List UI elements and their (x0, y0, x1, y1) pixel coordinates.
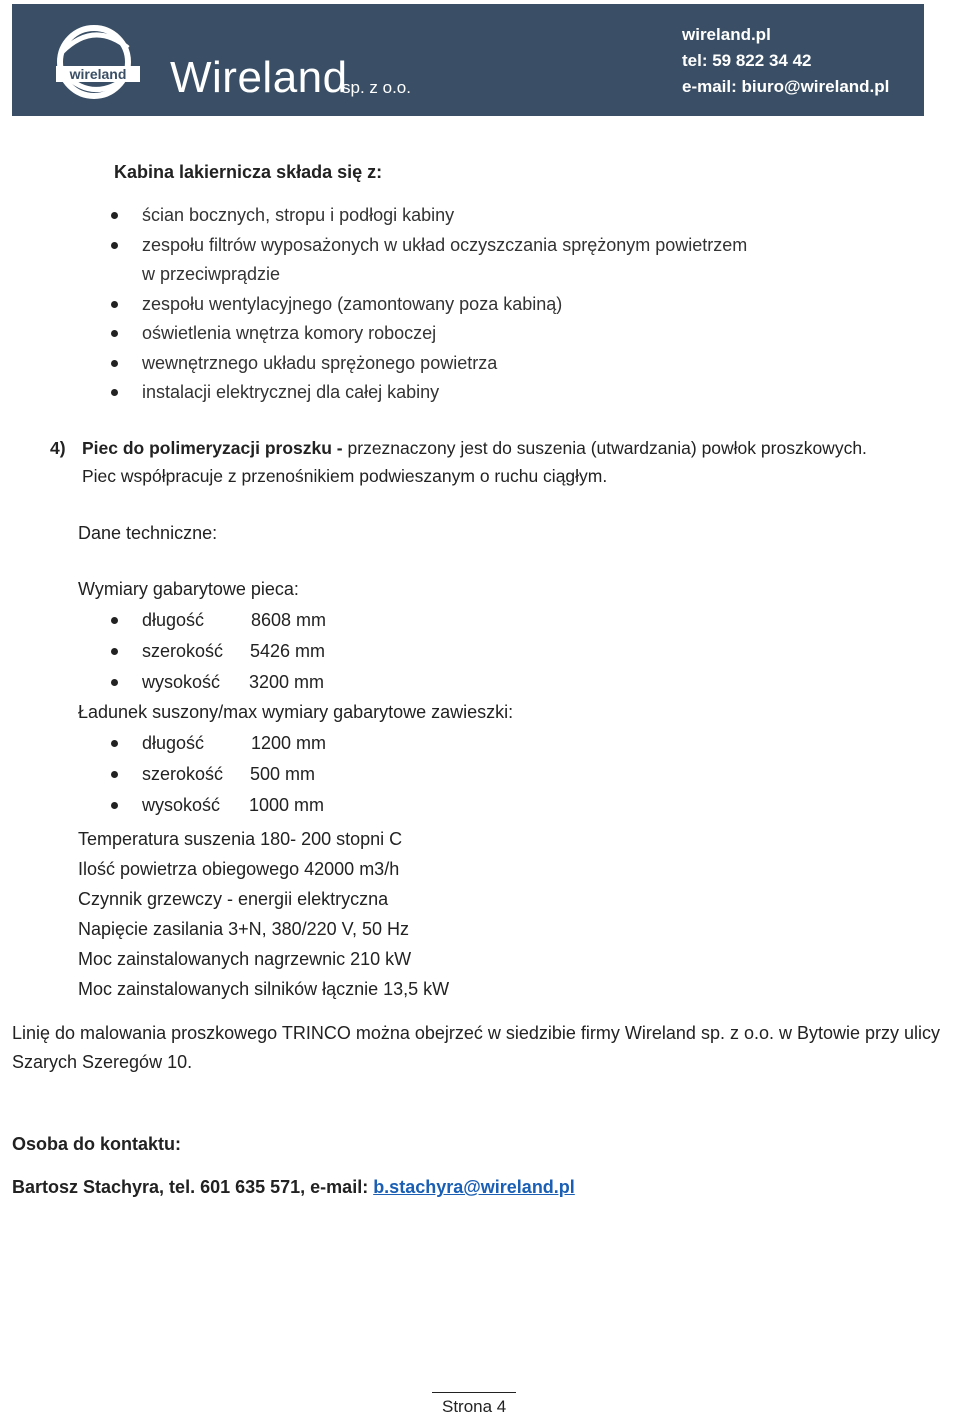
dim-row (142, 790, 325, 821)
dim-row (142, 636, 326, 667)
item-4-paragraph (50, 437, 867, 459)
dim-value: 8608 mm (251, 610, 327, 630)
footer-rule (432, 1392, 516, 1393)
bullet-icon (111, 360, 118, 367)
dim-value: 500 mm (250, 764, 316, 784)
wireland-logo-icon (42, 22, 152, 100)
dim-value: 5426 mm (250, 641, 326, 661)
list-item: oświetlenia wnętrza komory roboczej (142, 319, 747, 349)
bullet-icon (111, 802, 118, 809)
list-item: ścian bocznych, stropu i podłogi kabiny (142, 201, 747, 231)
bullet-icon (111, 771, 118, 778)
header-contacts (682, 22, 889, 100)
tech-data-title: Dane techniczne: (78, 523, 218, 543)
list-item: zespołu wentylacyjnego (zamontowany poza kabiną) (142, 290, 747, 320)
contact-line (12, 1176, 575, 1198)
spec-line: Napięcie zasilania 3+N, 380/220 V, 50 Hz (78, 919, 410, 939)
load-dims-title: Ładunek suszony/max wymiary gabarytowe zawieszki: (78, 702, 514, 722)
dim-row (142, 759, 316, 790)
list-item: zespołu filtrów wyposażonych w układ oczyszczania sprężonym powietrzem (142, 231, 747, 261)
dim-value: 1000 mm (249, 795, 325, 815)
bullet-icon (111, 242, 118, 249)
logo-text: wireland (69, 66, 127, 82)
dim-row (142, 667, 325, 698)
dim-label: długość (142, 733, 205, 753)
brand-suffix: sp. z o.o. (342, 78, 411, 97)
oven-dims-title: Wymiary gabarytowe pieca: (78, 579, 299, 599)
contact-title: Osoba do kontaktu: (12, 1134, 182, 1154)
bullet-icon (111, 330, 118, 337)
item-4-line2: Piec współpracuje z przenośnikiem podwieszanym o ruchu ciągłym. (82, 466, 608, 486)
dim-row (142, 728, 327, 759)
list-item-continuation: w przeciwprądzie (142, 264, 281, 284)
bullet-icon (111, 212, 118, 219)
dim-label: szerokość (142, 764, 224, 784)
bullet-icon (111, 617, 118, 624)
header-website[interactable]: wireland.pl (682, 25, 771, 44)
item-text: przeznaczony jest do suszenia (utwardzania) powłok proszkowych. (342, 438, 867, 458)
spec-lines (78, 824, 449, 1004)
spec-line: Temperatura suszenia 180- 200 stopni C (78, 829, 403, 849)
item-number: 4) (50, 438, 66, 458)
load-dims-list (142, 728, 327, 821)
spec-line: Moc zainstalowanych nagrzewnic 210 kW (78, 949, 412, 969)
booth-components-list (142, 201, 747, 408)
list-item: wewnętrznego układu sprężonego powietrza (142, 349, 747, 379)
oven-dims-list (142, 605, 327, 698)
contact-text: Bartosz Stachyra, tel. 601 635 571, e-mail: (12, 1177, 374, 1197)
dim-value: 1200 mm (251, 733, 327, 753)
brand-name: Wireland (170, 53, 348, 102)
bullet-icon (111, 301, 118, 308)
header-email[interactable]: e-mail: biuro@wireland.pl (682, 77, 890, 96)
spec-line: Moc zainstalowanych silników łącznie 13,5 kW (78, 979, 450, 999)
section-title: Kabina lakiernicza składa się z: (114, 162, 383, 182)
closing-paragraph: Linię do malowania proszkowego TRINCO można obejrzeć w siedzibie firmy Wireland sp. z o.o. w Bytowie przy ulicy Szarych Szeregów 10. (12, 1023, 941, 1072)
header-banner (12, 4, 924, 116)
header-phone: tel: 59 822 34 42 (682, 51, 812, 70)
dim-label: wysokość (142, 672, 221, 692)
list-item: instalacji elektrycznej dla całej kabiny (142, 378, 747, 408)
bullet-icon (111, 740, 118, 747)
item-title: Piec do polimeryzacji proszku - (82, 438, 343, 458)
dim-row (142, 605, 327, 636)
dim-value: 3200 mm (249, 672, 325, 692)
page-number: Strona 4 (442, 1397, 507, 1416)
spec-line: Ilość powietrza obiegowego 42000 m3/h (78, 859, 400, 879)
dim-label: długość (142, 610, 205, 630)
bullet-icon (111, 648, 118, 655)
dim-label: szerokość (142, 641, 224, 661)
dim-label: wysokość (142, 795, 221, 815)
bullet-icon (111, 389, 118, 396)
bullet-icon (111, 679, 118, 686)
spec-line: Czynnik grzewczy - energii elektryczna (78, 889, 389, 909)
contact-email-link[interactable]: b.stachyra@wireland.pl (373, 1177, 575, 1197)
